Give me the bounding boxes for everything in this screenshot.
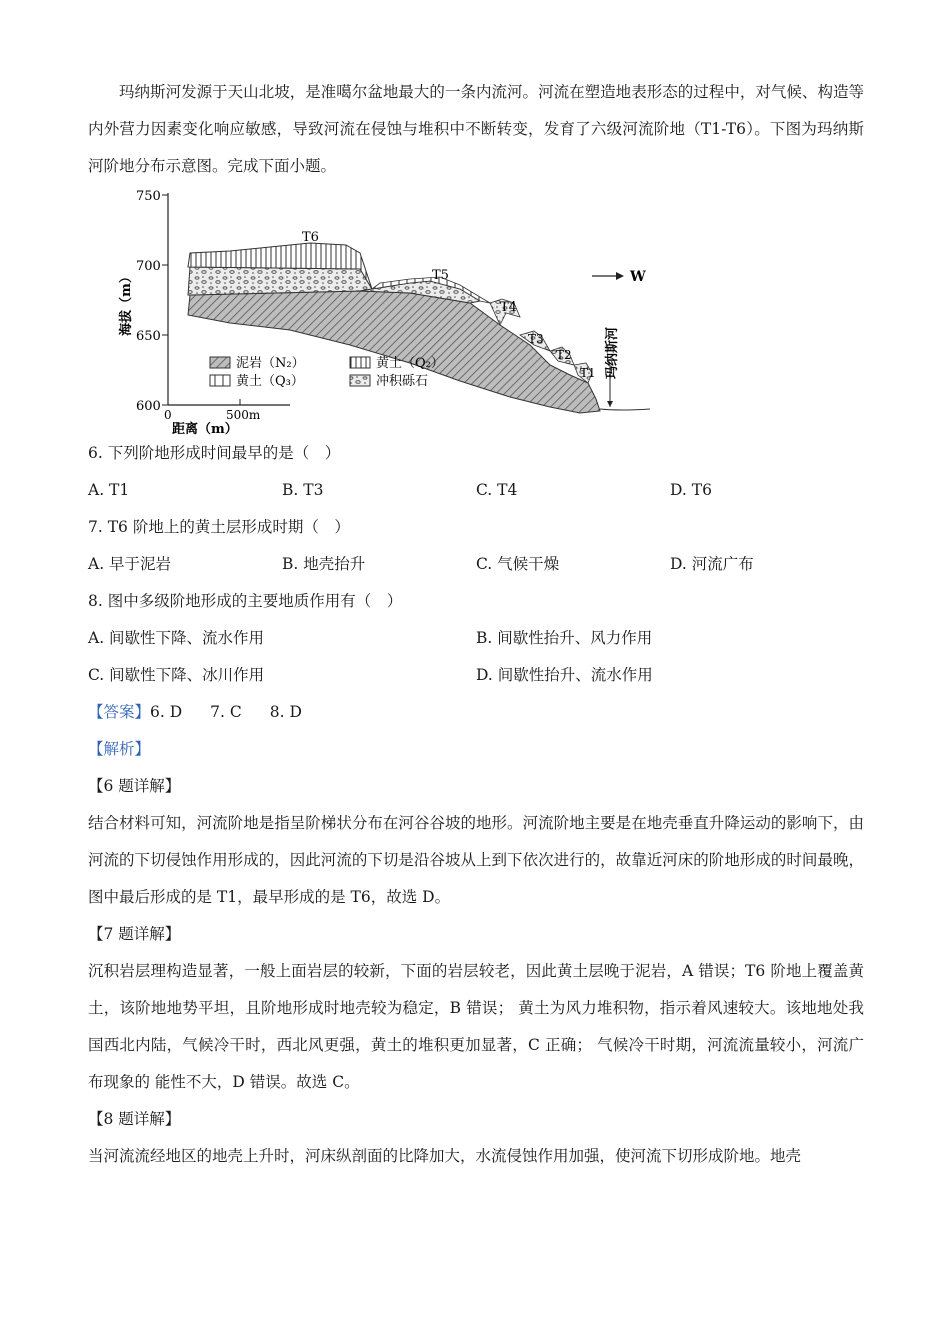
legend-mudstone: 泥岩（N₂）	[236, 356, 305, 371]
mudstone-layer	[188, 291, 600, 413]
q7-option-b: B. 地壳抬升	[282, 555, 366, 573]
detail-7-title: 【7 题详解】	[88, 925, 181, 943]
q6-option-c: C. T4	[476, 481, 518, 499]
direction-label: W	[630, 269, 646, 285]
label-t4: T4	[500, 300, 517, 315]
label-t5: T5	[432, 268, 449, 283]
legend-swatch-loess-q3	[210, 375, 230, 386]
answer-8: 8. D	[269, 703, 302, 721]
detail-7-text: 沉积岩层理构造显著，一般上面岩层的较新，下面的岩层较老，因此黄土层晚于泥岩，A 错误；T6 阶地上覆盖黄土，该阶地地势平坦，且阶地形成时地壳较为稳定，B 错误； 黄土为风力堆积物，指示着风速较大。该地地处我国西北内陆，气候冷干时，西北风更强，黄土的堆积更加显著，C 正确； 气候冷干时期，河流流量较小，河流广布现象的 能性不大，D 错误。故选 C。	[88, 962, 864, 1091]
document-page	[88, 74, 864, 1175]
answer-7: 7. C	[210, 703, 242, 721]
detail-8-title: 【8 题详解】	[88, 1110, 181, 1128]
terrace-diagram	[110, 185, 650, 435]
legend-swatch-loess-q2	[350, 357, 370, 368]
q8-option-b: B. 间歇性抬升、风力作用	[476, 629, 653, 647]
q8-options-row2	[88, 657, 864, 694]
detail-8-text: 当河流流经地区的地壳上升时，河床纵剖面的比降加大，水流侵蚀作用加强，使河流下切形成阶地。地壳	[88, 1147, 802, 1165]
q8-options-row1	[88, 620, 864, 657]
analysis-tag: 【解析】	[88, 740, 151, 758]
legend-gravel: 冲积砾石	[376, 374, 429, 389]
q6-stem: 6. 下列阶地形成时间最早的是（ ）	[88, 444, 341, 462]
answer-line	[88, 694, 864, 731]
q7-option-d: D. 河流广布	[670, 555, 754, 573]
label-t6: T6	[302, 230, 319, 245]
river-label: 玛纳斯河	[605, 326, 620, 380]
terrace-cross-section	[110, 185, 650, 435]
intro-paragraph: 玛纳斯河发源于天山北坡，是准噶尔盆地最大的一条内流河。河流在塑造地表形态的过程中，对气候、构造等内外营力因素变化响应敏感，导致河流在侵蚀与堆积中不断转变，发育了六级河流阶地（T1-T6）。下图为玛纳斯河阶地分布示意图。完成下面小题。	[88, 83, 864, 175]
answer-6: 6. D	[150, 703, 183, 721]
q7-options	[88, 546, 864, 583]
q6-options	[88, 472, 864, 509]
q8-option-a: A. 间歇性下降、流水作用	[88, 629, 265, 647]
label-t3: T3	[528, 332, 544, 346]
q6-option-a: A. T1	[88, 481, 130, 499]
x-tick-500: 500m	[226, 408, 261, 422]
legend-swatch-mudstone	[210, 357, 230, 368]
label-t2: T2	[556, 348, 572, 362]
gravel-layer-t6	[188, 267, 372, 295]
answer-tag: 【答案】	[88, 703, 151, 721]
y-tick-750: 750	[136, 189, 161, 204]
legend-loess-q3: 黄土（Q₃）	[236, 374, 304, 389]
y-tick-650: 650	[136, 329, 161, 344]
q8-option-c: C. 间歇性下降、冰川作用	[88, 666, 265, 684]
q6-option-b: B. T3	[282, 481, 324, 499]
legend-loess-q2: 黄土（Q₂）	[376, 356, 444, 371]
detail-6-text: 结合材料可知，河流阶地是指呈阶梯状分布在河谷谷坡的地形。河流阶地主要是在地壳垂直升降运动的影响下，由河流的下切侵蚀作用形成的，因此河流的下切是沿谷坡从上到下依次进行的，故靠近河床的阶地形成的时间最晚，图中最后形成的是 T1，最早形成的是 T6，故选 D。	[88, 814, 864, 906]
y-axis-label: 海拔（m）	[119, 270, 134, 336]
label-t1: T1	[580, 366, 596, 380]
x-axis-label: 距离（m）	[172, 422, 238, 435]
x-tick-0: 0	[164, 408, 172, 422]
q7-option-a: A. 早于泥岩	[88, 555, 172, 573]
detail-6-title: 【6 题详解】	[88, 777, 181, 795]
q7-option-c: C. 气候干燥	[476, 555, 560, 573]
y-tick-700: 700	[136, 259, 161, 274]
legend-swatch-gravel	[350, 375, 370, 386]
q6-option-d: D. T6	[670, 481, 712, 499]
q8-option-d: D. 间歇性抬升、流水作用	[476, 666, 653, 684]
q8-stem: 8. 图中多级阶地形成的主要地质作用有（ ）	[88, 592, 403, 610]
y-tick-600: 600	[136, 399, 161, 414]
river-surface	[600, 409, 650, 410]
q7-stem: 7. T6 阶地上的黄土层形成时期（ ）	[88, 518, 350, 536]
